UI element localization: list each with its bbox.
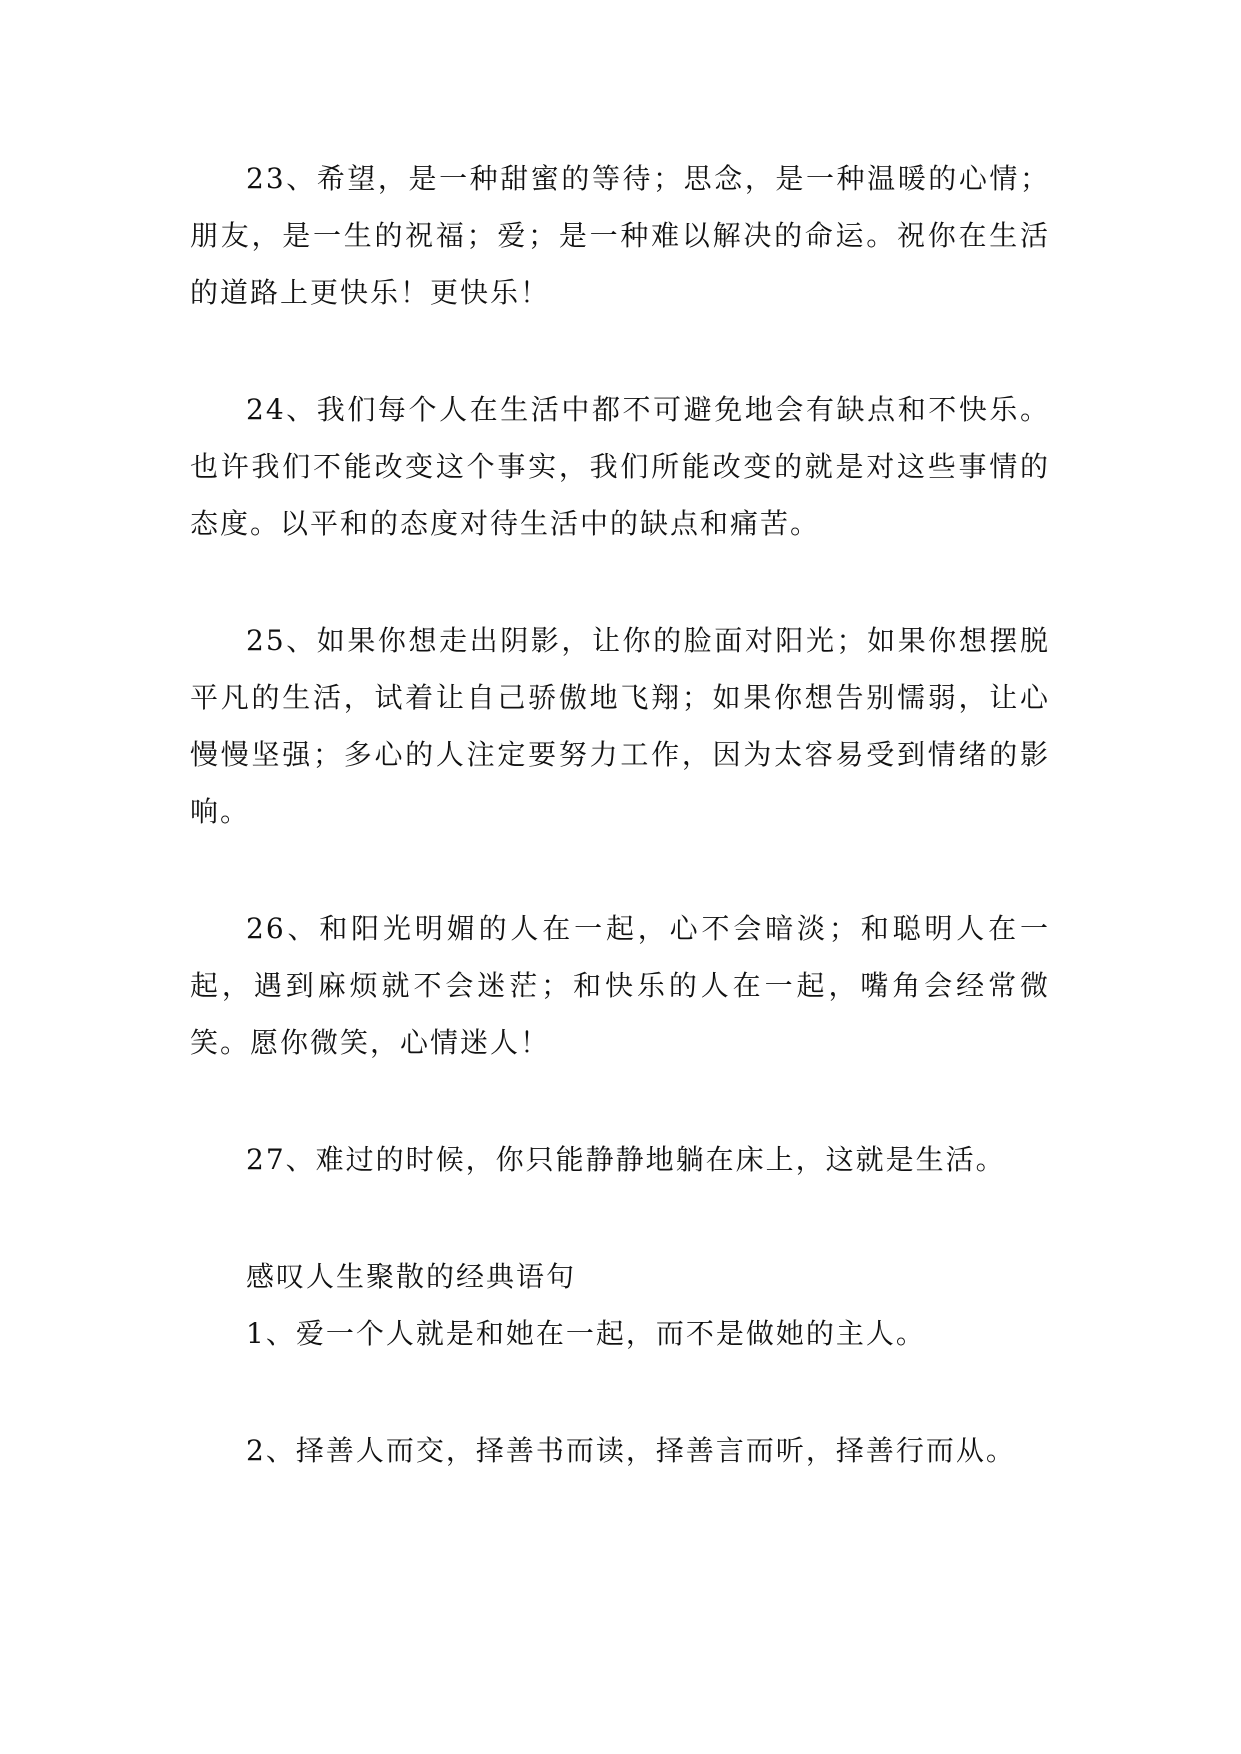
paragraph-gap: [190, 321, 1050, 381]
paragraph-27: 27、难过的时候，你只能静静地躺在床上，这就是生活。: [246, 1143, 1006, 1176]
paragraph-gap: [190, 840, 1050, 900]
paragraph-gap: [190, 1071, 1050, 1131]
section-heading: 感叹人生聚散的经典语句: [246, 1260, 577, 1293]
paragraph-gap: [190, 1188, 1050, 1248]
paragraph-26: 26、和阳光明媚的人在一起，心不会暗淡；和聪明人在一起，遇到麻烦就不会迷茫；和快乐的人在一起，嘴角会经常微笑。愿你微笑，心情迷人！: [190, 912, 1050, 1059]
section-paragraph-1: 1、爱一个人就是和她在一起，而不是做她的主人。: [246, 1317, 926, 1350]
paragraph-23: 23、希望，是一种甜蜜的等待；思念，是一种温暖的心情；朋友，是一生的祝福；爱；是一种难以解决的命运。祝你在生活的道路上更快乐！更快乐！: [190, 162, 1050, 309]
paragraph-24: 24、我们每个人在生活中都不可避免地会有缺点和不快乐。也许我们不能改变这个事实，我们所能改变的就是对这些事情的态度。以平和的态度对待生活中的缺点和痛苦。: [190, 393, 1050, 540]
paragraph-gap: [190, 552, 1050, 612]
paragraph-gap: [190, 1362, 1050, 1422]
section-paragraph-2: 2、择善人而交，择善书而读，择善言而听，择善行而从。: [246, 1434, 1016, 1467]
paragraph-25: 25、如果你想走出阴影，让你的脸面对阳光；如果你想摆脱平凡的生活，试着让自己骄傲地飞翔；如果你想告别懦弱，让心慢慢坚强；多心的人注定要努力工作，因为太容易受到情绪的影响。: [190, 624, 1050, 828]
document-body: [190, 150, 1050, 1479]
